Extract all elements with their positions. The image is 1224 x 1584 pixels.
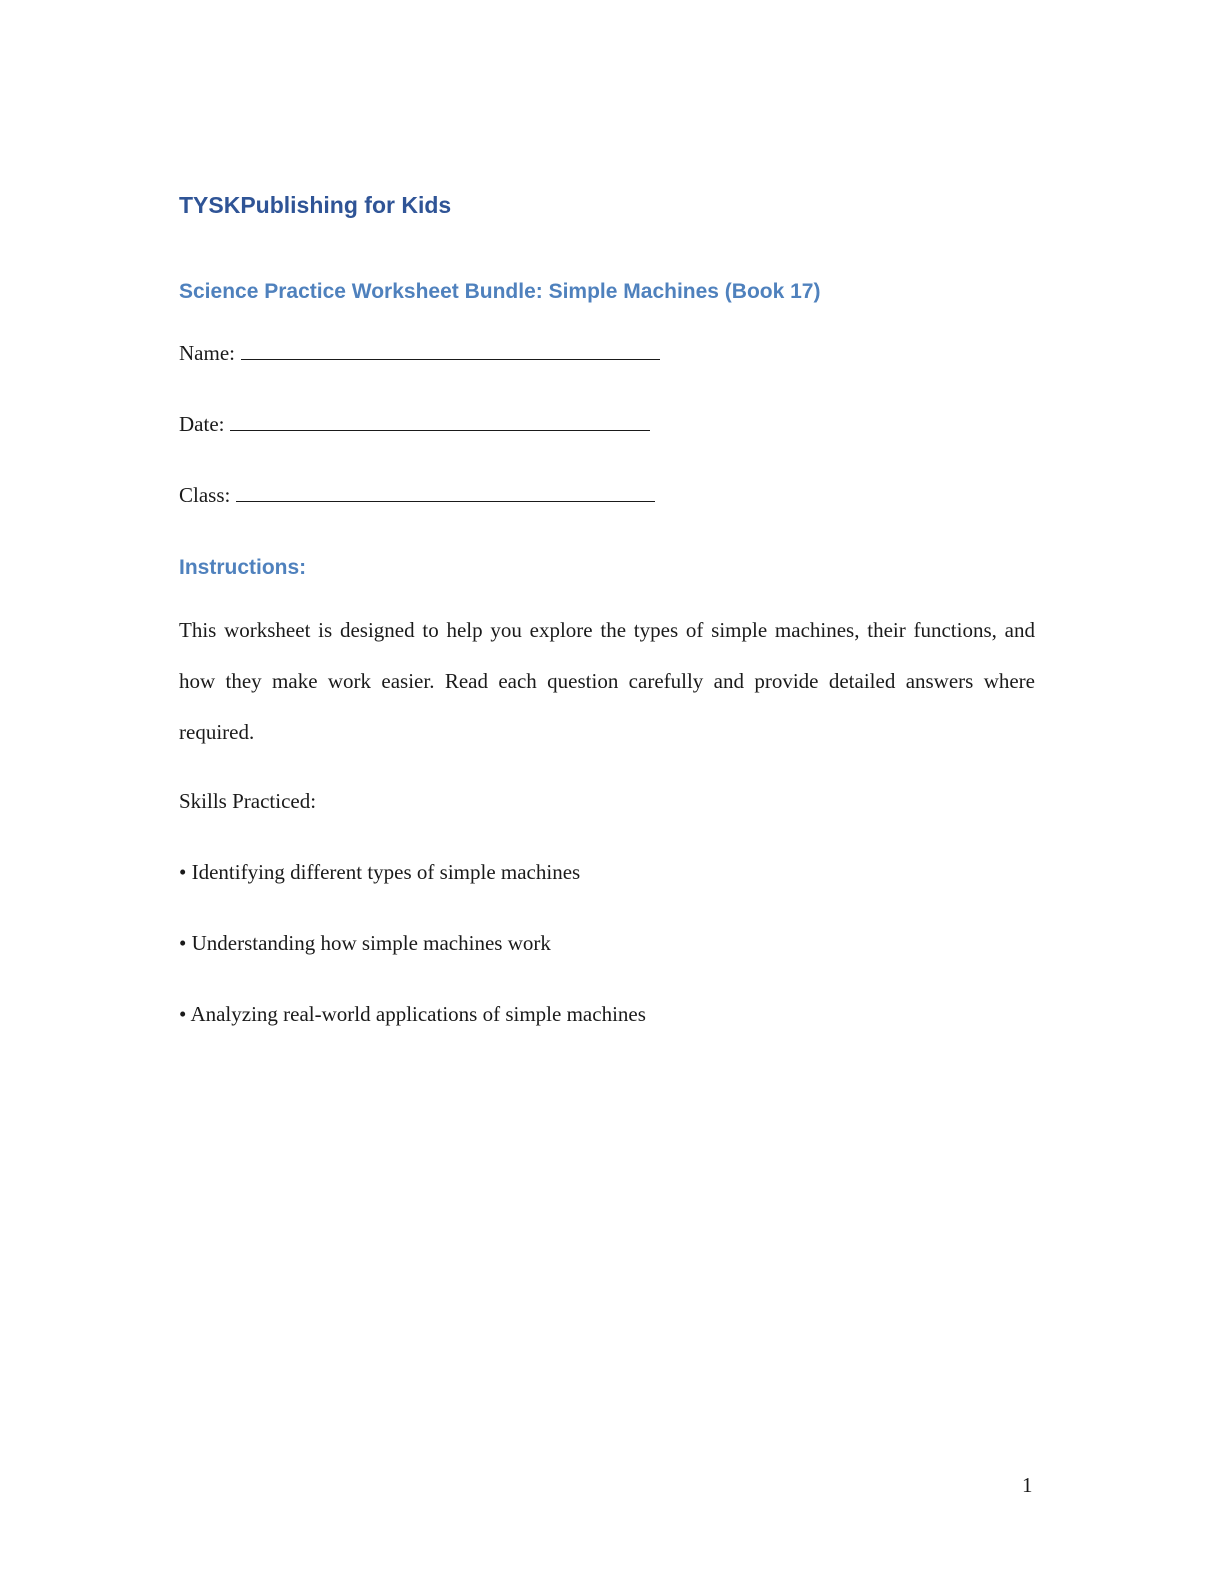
date-label: Date: [179, 412, 225, 436]
name-label: Name: [179, 341, 235, 365]
skills-list [179, 860, 646, 1073]
name-blank-line [241, 341, 660, 360]
date-field [179, 412, 650, 437]
instructions-paragraph: This worksheet is designed to help you explore the types of simple machines, their functions, and how they make work easier. Read each question carefully and provide detailed answers where required. [179, 618, 1035, 744]
page-number: 1 [1022, 1473, 1033, 1497]
skill-item: • Identifying different types of simple machines [179, 860, 581, 884]
class-label: Class: [179, 483, 231, 507]
date-blank-line [230, 412, 650, 431]
instructions-heading: Instructions: [179, 556, 307, 579]
publisher-heading: TYSKPublishing for Kids [179, 192, 452, 218]
skills-label: Skills Practiced: [179, 789, 317, 813]
name-field [179, 341, 660, 366]
skill-item: • Understanding how simple machines work [179, 931, 551, 955]
class-blank-line [236, 483, 655, 502]
skill-item: • Analyzing real-world applications of simple machines [179, 1002, 646, 1026]
worksheet-title: Science Practice Worksheet Bundle: Simple Machines (Book 17) [179, 280, 821, 303]
class-field [179, 483, 655, 508]
